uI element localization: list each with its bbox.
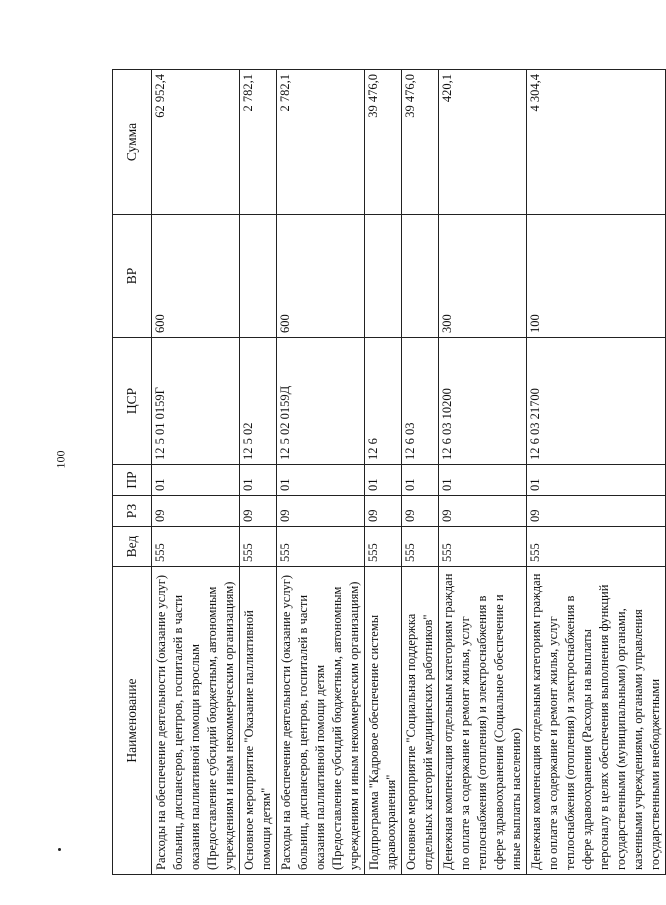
margin-mark (58, 848, 61, 851)
cell-sum: 2 782,1 (277, 70, 365, 215)
budget-table (112, 69, 666, 875)
cell-pr: 01 (439, 465, 527, 496)
cell-pr: 01 (402, 465, 439, 496)
cell-name: Денежная компенсация отдельным категориям граждан по оплате за содержание и ремонт жилья, услуг теплоснабжения (отопления) и электроснабжения в сфере здравоохранения (Расходы на выплаты персоналу в целях обеспечения выполнения функций государственными (муниципальными) органами, казенными учреждениями, органами управления государственными внебюджетными (527, 567, 666, 875)
table-row (240, 70, 277, 875)
cell-csr: 12 6 03 (402, 338, 439, 465)
table-row (365, 70, 402, 875)
cell-pr: 01 (277, 465, 365, 496)
cell-ved: 555 (402, 527, 439, 567)
cell-rz: 09 (402, 496, 439, 527)
cell-sum: 62 952,4 (152, 70, 240, 215)
rotated-page (112, 70, 662, 875)
cell-ved: 555 (527, 527, 666, 567)
cell-vr (240, 215, 277, 338)
cell-name: Расходы на обеспечение деятельности (оказание услуг) больниц, диспансеров, центров, госпиталей в части оказания паллиативной помощи детям (Предоставление субсидий бюджетным, автономным учреждениям и иным некоммерческим организациям) (277, 567, 365, 875)
cell-rz: 09 (365, 496, 402, 527)
cell-csr: 12 6 (365, 338, 402, 465)
cell-sum: 39 476,0 (365, 70, 402, 215)
cell-rz: 09 (527, 496, 666, 527)
cell-pr: 01 (152, 465, 240, 496)
header-ved: Вед (113, 527, 152, 567)
cell-csr: 12 5 02 0159Д (277, 338, 365, 465)
table-row (277, 70, 365, 875)
cell-vr (402, 215, 439, 338)
cell-vr (365, 215, 402, 338)
cell-name: Подпрограмма "Кадровое обеспечение системы здравоохранения" (365, 567, 402, 875)
header-rz: РЗ (113, 496, 152, 527)
cell-sum: 39 476,0 (402, 70, 439, 215)
cell-ved: 555 (365, 527, 402, 567)
header-csr: ЦСР (113, 338, 152, 465)
table-row (402, 70, 439, 875)
cell-vr: 100 (527, 215, 666, 338)
table-row (439, 70, 527, 875)
budget-table-container (112, 70, 662, 875)
cell-ved: 555 (439, 527, 527, 567)
cell-rz: 09 (240, 496, 277, 527)
table-row (152, 70, 240, 875)
cell-ved: 555 (277, 527, 365, 567)
cell-name: Основное мероприятие "Социальная поддержка отдельных категорий медицинских работников" (402, 567, 439, 875)
cell-pr: 01 (527, 465, 666, 496)
cell-rz: 09 (439, 496, 527, 527)
cell-name: Основное мероприятие "Оказание паллиативной помощи детям" (240, 567, 277, 875)
cell-csr: 12 5 01 0159Г (152, 338, 240, 465)
cell-csr: 12 5 02 (240, 338, 277, 465)
cell-sum: 420,1 (439, 70, 527, 215)
header-row (113, 70, 152, 875)
cell-name: Расходы на обеспечение деятельности (оказание услуг) больниц, диспансеров, центров, госпиталей в части оказания паллиативной помощи взрослым (Предоставление субсидий бюджетным, автономным учреждениям и иным некоммерческим организациям) (152, 567, 240, 875)
cell-name: Денежная компенсация отдельным категориям граждан по оплате за содержание и ремонт жилья, услуг теплоснабжения (отопления) и электроснабжения в сфере здравоохранения (Социальное обеспечение и иные выплаты населению) (439, 567, 527, 875)
cell-pr: 01 (240, 465, 277, 496)
header-pr: ПР (113, 465, 152, 496)
cell-csr: 12 6 03 21700 (527, 338, 666, 465)
table-row (527, 70, 666, 875)
page-number: 100 (53, 450, 68, 469)
cell-sum: 4 304,4 (527, 70, 666, 215)
cell-rz: 09 (152, 496, 240, 527)
cell-vr: 300 (439, 215, 527, 338)
cell-ved: 555 (152, 527, 240, 567)
cell-ved: 555 (240, 527, 277, 567)
cell-pr: 01 (365, 465, 402, 496)
header-sum: Сумма (113, 70, 152, 215)
header-vr: ВР (113, 215, 152, 338)
cell-rz: 09 (277, 496, 365, 527)
cell-csr: 12 6 03 10200 (439, 338, 527, 465)
cell-sum: 2 782,1 (240, 70, 277, 215)
cell-vr: 600 (152, 215, 240, 338)
cell-vr: 600 (277, 215, 365, 338)
header-name: Наименование (113, 567, 152, 875)
